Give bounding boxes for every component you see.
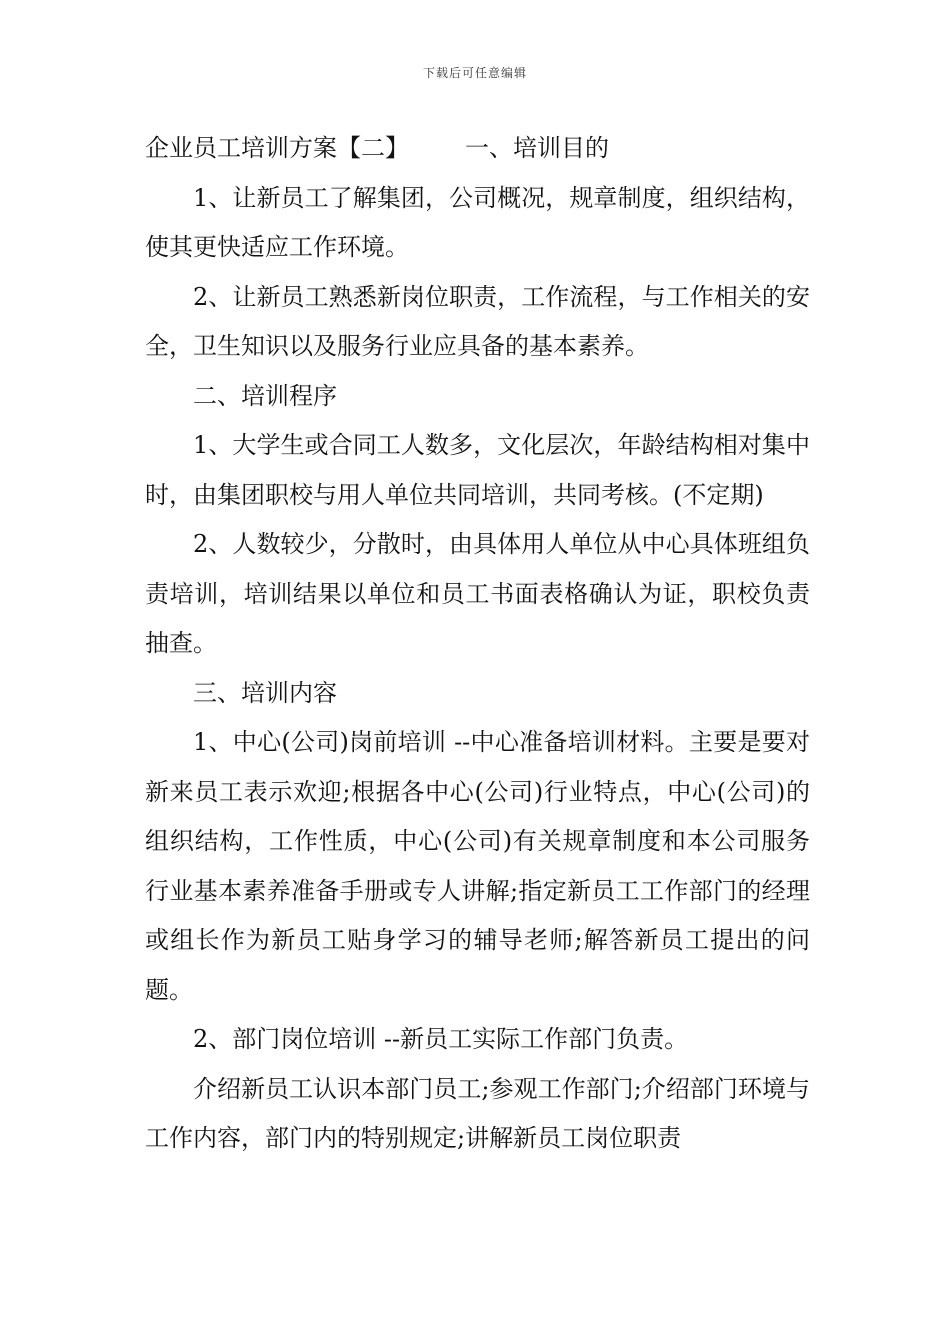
section-heading-purpose: 一、培训目的 bbox=[465, 134, 609, 162]
paragraph-purpose-1: 1、让新员工了解集团，公司概况，规章制度，组织结构，使其更快适应工作环境。 bbox=[145, 183, 810, 261]
paragraph-content-2: 2、部门岗位培训 --新员工实际工作部门负责。 bbox=[193, 1025, 689, 1053]
document-title: 企业员工培训方案【二】 bbox=[145, 134, 409, 162]
section-heading-procedure: 二、培训程序 bbox=[193, 381, 337, 410]
paragraph-purpose-2: 2、让新员工熟悉新岗位职责，工作流程，与工作相关的安全，卫生知识以及服务行业应具备的基本素养。 bbox=[145, 282, 810, 360]
document-body bbox=[145, 124, 810, 1164]
document-title-line bbox=[145, 124, 810, 174]
paragraph-content-1: 1、中心(公司)岗前培训 --中心准备培训材料。主要是要对新来员工表示欢迎;根据各中心(公司)行业特点，中心(公司)的组织结构，工作性质，中心(公司)有关规章制度和本公司服务行业基本素养准备手册或专人讲解;指定新员工工作部门的经理或组长作为新员工贴身学习的辅导老师;解答新员工提出的问题。 bbox=[145, 728, 810, 1004]
paragraph-procedure-2: 2、人数较少，分散时，由具体用人单位从中心具体班组负责培训，培训结果以单位和员工书面表格确认为证，职校负责抽查。 bbox=[145, 530, 810, 657]
paragraph-content-3: 介绍新员工认识本部门员工;参观工作部门;介绍部门环境与工作内容，部门内的特别规定;讲解新员工岗位职责 bbox=[145, 1074, 810, 1152]
section-heading-content: 三、培训内容 bbox=[193, 678, 337, 707]
paragraph-procedure-1: 1、大学生或合同工人数多，文化层次，年龄结构相对集中时，由集团职校与用人单位共同培训，共同考核。(不定期) bbox=[145, 431, 810, 509]
header-note: 下载后可任意编辑 bbox=[422, 66, 527, 80]
